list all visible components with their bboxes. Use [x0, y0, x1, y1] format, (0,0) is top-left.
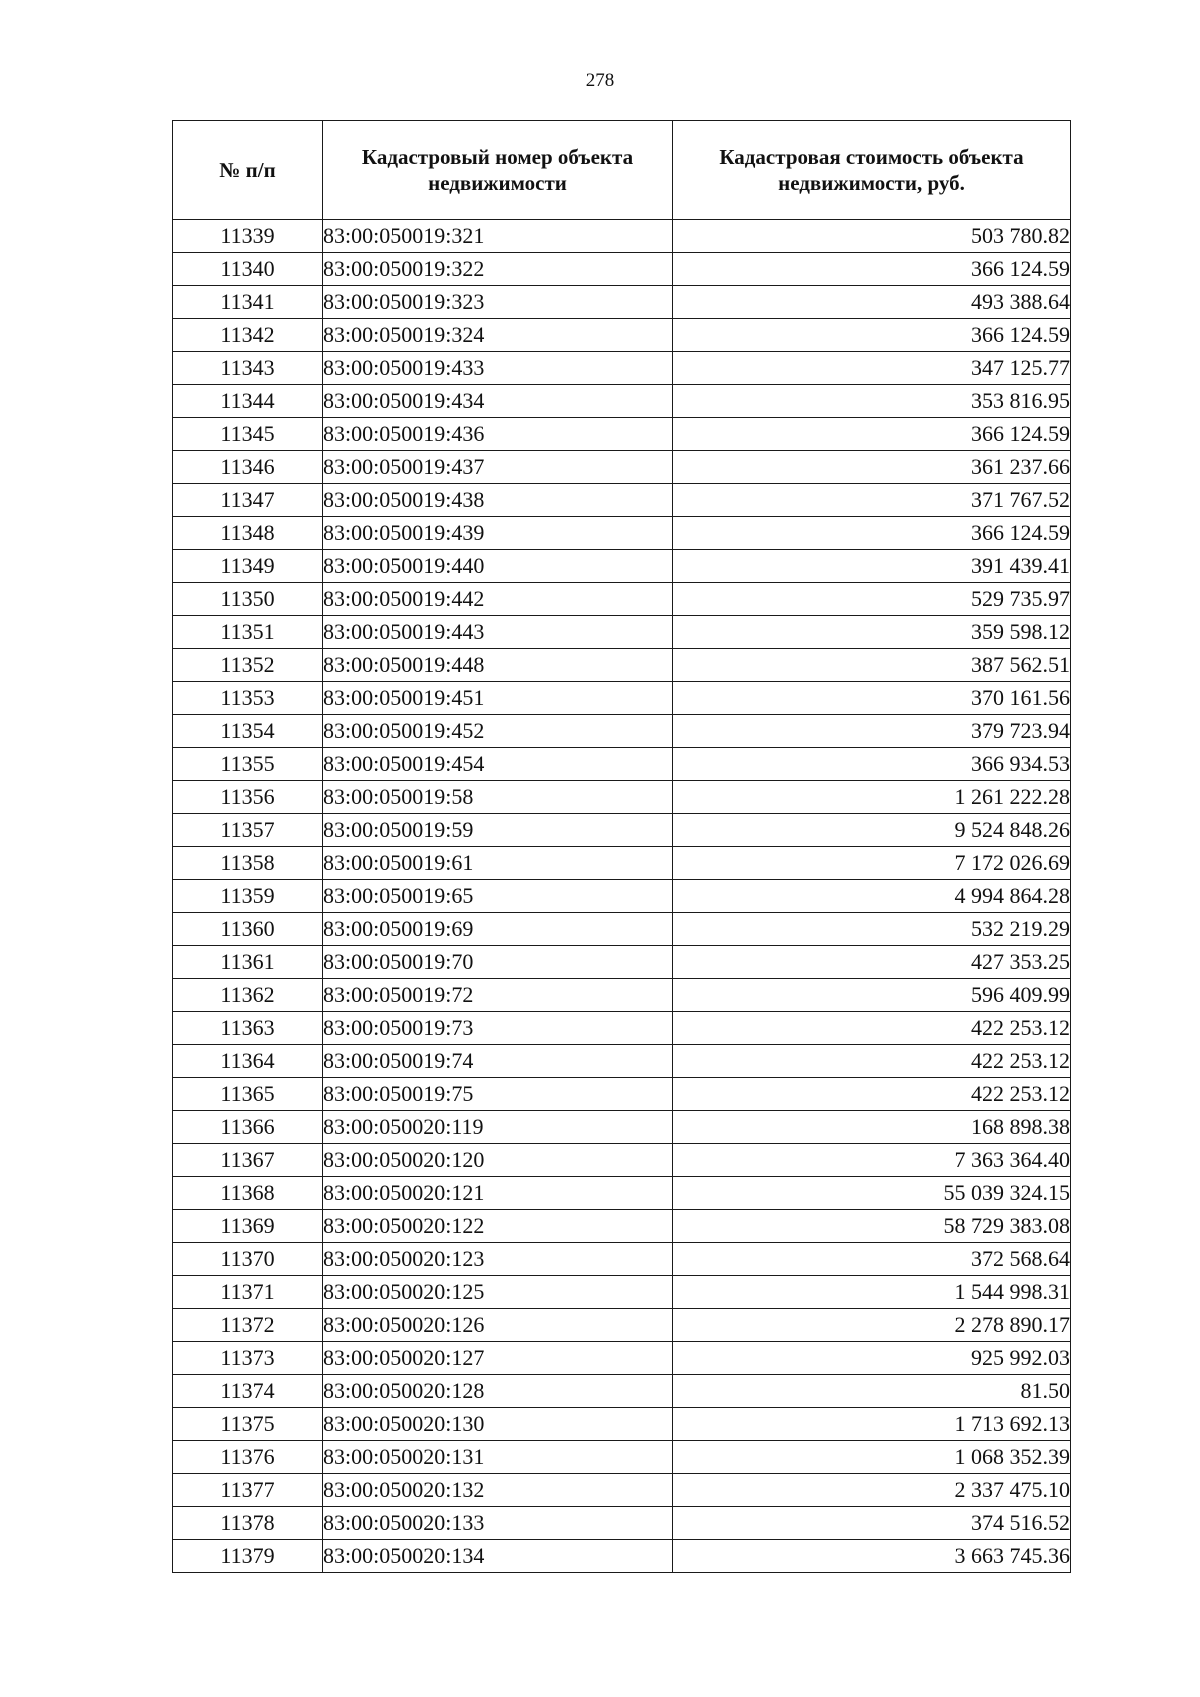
- cadastral-value-cell: 370 161.56: [673, 682, 1071, 715]
- cadastral-number-cell: 83:00:050019:58: [323, 781, 673, 814]
- table-row: [173, 1111, 1071, 1144]
- row-number-cell: 11344: [173, 385, 323, 418]
- table-row: [173, 1309, 1071, 1342]
- cadastral-number-cell: 83:00:050019:434: [323, 385, 673, 418]
- row-number-cell: 11369: [173, 1210, 323, 1243]
- row-number-cell: 11356: [173, 781, 323, 814]
- cadastral-value-cell: 366 124.59: [673, 253, 1071, 286]
- header-row-number: № п/п: [173, 121, 323, 220]
- table-row: [173, 616, 1071, 649]
- table-row: [173, 1045, 1071, 1078]
- cadastral-value-cell: 493 388.64: [673, 286, 1071, 319]
- table-row: [173, 880, 1071, 913]
- row-number-cell: 11362: [173, 979, 323, 1012]
- cadastral-value-cell: 3 663 745.36: [673, 1540, 1071, 1573]
- cadastral-number-cell: 83:00:050019:433: [323, 352, 673, 385]
- cadastral-number-cell: 83:00:050020:127: [323, 1342, 673, 1375]
- row-number-cell: 11379: [173, 1540, 323, 1573]
- cadastral-number-cell: 83:00:050019:454: [323, 748, 673, 781]
- table-row: [173, 847, 1071, 880]
- row-number-cell: 11340: [173, 253, 323, 286]
- cadastral-value-cell: 2 278 890.17: [673, 1309, 1071, 1342]
- table-row: [173, 550, 1071, 583]
- header-row: [173, 121, 1071, 220]
- row-number-cell: 11371: [173, 1276, 323, 1309]
- cadastral-value-cell: 374 516.52: [673, 1507, 1071, 1540]
- row-number-cell: 11367: [173, 1144, 323, 1177]
- table-row: [173, 286, 1071, 319]
- row-number-cell: 11373: [173, 1342, 323, 1375]
- row-number-cell: 11358: [173, 847, 323, 880]
- row-number-cell: 11366: [173, 1111, 323, 1144]
- table-row: [173, 682, 1071, 715]
- row-number-cell: 11359: [173, 880, 323, 913]
- cadastral-number-cell: 83:00:050019:443: [323, 616, 673, 649]
- cadastral-value-cell: 925 992.03: [673, 1342, 1071, 1375]
- cadastral-value-cell: 422 253.12: [673, 1078, 1071, 1111]
- row-number-cell: 11345: [173, 418, 323, 451]
- cadastral-number-cell: 83:00:050019:69: [323, 913, 673, 946]
- row-number-cell: 11361: [173, 946, 323, 979]
- row-number-cell: 11365: [173, 1078, 323, 1111]
- cadastral-value-cell: 422 253.12: [673, 1012, 1071, 1045]
- cadastral-value-cell: 379 723.94: [673, 715, 1071, 748]
- row-number-cell: 11350: [173, 583, 323, 616]
- cadastral-number-cell: 83:00:050019:437: [323, 451, 673, 484]
- cadastral-number-cell: 83:00:050020:130: [323, 1408, 673, 1441]
- cadastral-number-cell: 83:00:050019:72: [323, 979, 673, 1012]
- table-row: [173, 748, 1071, 781]
- cadastral-number-cell: 83:00:050020:122: [323, 1210, 673, 1243]
- cadastral-number-cell: 83:00:050019:440: [323, 550, 673, 583]
- table-row: [173, 946, 1071, 979]
- cadastral-value-cell: 371 767.52: [673, 484, 1071, 517]
- cadastral-number-cell: 83:00:050019:438: [323, 484, 673, 517]
- table-row: [173, 1375, 1071, 1408]
- cadastral-value-cell: 366 124.59: [673, 418, 1071, 451]
- cadastral-number-cell: 83:00:050020:121: [323, 1177, 673, 1210]
- row-number-cell: 11341: [173, 286, 323, 319]
- row-number-cell: 11353: [173, 682, 323, 715]
- table-row: [173, 1144, 1071, 1177]
- row-number-cell: 11360: [173, 913, 323, 946]
- cadastral-value-cell: 1 713 692.13: [673, 1408, 1071, 1441]
- table-row: [173, 649, 1071, 682]
- cadastral-value-cell: 1 544 998.31: [673, 1276, 1071, 1309]
- cadastral-value-cell: 2 337 475.10: [673, 1474, 1071, 1507]
- cadastral-value-cell: 503 780.82: [673, 220, 1071, 253]
- table-row: [173, 1408, 1071, 1441]
- row-number-cell: 11349: [173, 550, 323, 583]
- cadastral-value-cell: 529 735.97: [673, 583, 1071, 616]
- table-row: [173, 583, 1071, 616]
- cadastral-number-cell: 83:00:050020:120: [323, 1144, 673, 1177]
- table-row: [173, 913, 1071, 946]
- cadastral-number-cell: 83:00:050019:322: [323, 253, 673, 286]
- table-row: [173, 814, 1071, 847]
- row-number-cell: 11370: [173, 1243, 323, 1276]
- cadastral-value-table: [172, 120, 1071, 1573]
- cadastral-number-cell: 83:00:050019:451: [323, 682, 673, 715]
- cadastral-number-cell: 83:00:050019:439: [323, 517, 673, 550]
- row-number-cell: 11348: [173, 517, 323, 550]
- cadastral-number-cell: 83:00:050019:442: [323, 583, 673, 616]
- table-row: [173, 1210, 1071, 1243]
- row-number-cell: 11351: [173, 616, 323, 649]
- row-number-cell: 11342: [173, 319, 323, 352]
- cadastral-value-cell: 347 125.77: [673, 352, 1071, 385]
- page-number: 278: [585, 70, 615, 91]
- cadastral-number-cell: 83:00:050019:70: [323, 946, 673, 979]
- cadastral-value-cell: 361 237.66: [673, 451, 1071, 484]
- row-number-cell: 11346: [173, 451, 323, 484]
- cadastral-value-cell: 58 729 383.08: [673, 1210, 1071, 1243]
- row-number-cell: 11355: [173, 748, 323, 781]
- table-row: [173, 385, 1071, 418]
- cadastral-value-cell: 372 568.64: [673, 1243, 1071, 1276]
- cadastral-value-cell: 55 039 324.15: [673, 1177, 1071, 1210]
- table-row: [173, 484, 1071, 517]
- cadastral-value-cell: 168 898.38: [673, 1111, 1071, 1144]
- table-row: [173, 1243, 1071, 1276]
- cadastral-number-cell: 83:00:050020:133: [323, 1507, 673, 1540]
- table-row: [173, 1540, 1071, 1573]
- cadastral-value-cell: 366 934.53: [673, 748, 1071, 781]
- cadastral-number-cell: 83:00:050019:73: [323, 1012, 673, 1045]
- row-number-cell: 11357: [173, 814, 323, 847]
- table-row: [173, 781, 1071, 814]
- cadastral-value-cell: 81.50: [673, 1375, 1071, 1408]
- cadastral-value-cell: 7 363 364.40: [673, 1144, 1071, 1177]
- cadastral-value-cell: 387 562.51: [673, 649, 1071, 682]
- table-body: [173, 220, 1071, 1573]
- row-number-cell: 11363: [173, 1012, 323, 1045]
- cadastral-number-cell: 83:00:050020:131: [323, 1441, 673, 1474]
- cadastral-value-cell: 391 439.41: [673, 550, 1071, 583]
- table-row: [173, 319, 1071, 352]
- header-cadastral-value: Кадастровая стоимость объекта недвижимости, руб.: [673, 121, 1071, 220]
- cadastral-value-cell: 427 353.25: [673, 946, 1071, 979]
- cadastral-value-cell: 4 994 864.28: [673, 880, 1071, 913]
- cadastral-number-cell: 83:00:050019:61: [323, 847, 673, 880]
- row-number-cell: 11375: [173, 1408, 323, 1441]
- table-header: [173, 121, 1071, 220]
- cadastral-number-cell: 83:00:050019:321: [323, 220, 673, 253]
- row-number-cell: 11378: [173, 1507, 323, 1540]
- table-row: [173, 418, 1071, 451]
- cadastral-number-cell: 83:00:050019:436: [323, 418, 673, 451]
- table-row: [173, 1177, 1071, 1210]
- row-number-cell: 11368: [173, 1177, 323, 1210]
- row-number-cell: 11343: [173, 352, 323, 385]
- cadastral-number-cell: 83:00:050020:126: [323, 1309, 673, 1342]
- table-row: [173, 1507, 1071, 1540]
- cadastral-number-cell: 83:00:050019:452: [323, 715, 673, 748]
- cadastral-value-cell: 7 172 026.69: [673, 847, 1071, 880]
- cadastral-number-cell: 83:00:050020:125: [323, 1276, 673, 1309]
- cadastral-number-cell: 83:00:050020:119: [323, 1111, 673, 1144]
- header-cadastral-number: Кадастровый номер объекта недвижимости: [323, 121, 673, 220]
- table-row: [173, 352, 1071, 385]
- cadastral-number-cell: 83:00:050020:134: [323, 1540, 673, 1573]
- table-row: [173, 517, 1071, 550]
- row-number-cell: 11354: [173, 715, 323, 748]
- table-row: [173, 1276, 1071, 1309]
- cadastral-number-cell: 83:00:050019:75: [323, 1078, 673, 1111]
- row-number-cell: 11347: [173, 484, 323, 517]
- table-row: [173, 1441, 1071, 1474]
- table-row: [173, 1078, 1071, 1111]
- table-row: [173, 1342, 1071, 1375]
- cadastral-number-cell: 83:00:050020:132: [323, 1474, 673, 1507]
- cadastral-number-cell: 83:00:050019:74: [323, 1045, 673, 1078]
- cadastral-number-cell: 83:00:050019:324: [323, 319, 673, 352]
- row-number-cell: 11339: [173, 220, 323, 253]
- cadastral-value-cell: 596 409.99: [673, 979, 1071, 1012]
- row-number-cell: 11352: [173, 649, 323, 682]
- table-row: [173, 715, 1071, 748]
- cadastral-value-cell: 366 124.59: [673, 319, 1071, 352]
- cadastral-value-cell: 359 598.12: [673, 616, 1071, 649]
- cadastral-number-cell: 83:00:050019:323: [323, 286, 673, 319]
- cadastral-value-cell: 422 253.12: [673, 1045, 1071, 1078]
- cadastral-value-cell: 353 816.95: [673, 385, 1071, 418]
- table-row: [173, 1474, 1071, 1507]
- cadastral-value-cell: 366 124.59: [673, 517, 1071, 550]
- cadastral-number-cell: 83:00:050019:65: [323, 880, 673, 913]
- cadastral-value-cell: 1 261 222.28: [673, 781, 1071, 814]
- cadastral-number-cell: 83:00:050020:128: [323, 1375, 673, 1408]
- table-row: [173, 979, 1071, 1012]
- cadastral-number-cell: 83:00:050019:448: [323, 649, 673, 682]
- row-number-cell: 11364: [173, 1045, 323, 1078]
- row-number-cell: 11372: [173, 1309, 323, 1342]
- cadastral-value-cell: 9 524 848.26: [673, 814, 1071, 847]
- row-number-cell: 11376: [173, 1441, 323, 1474]
- table-row: [173, 253, 1071, 286]
- table-row: [173, 1012, 1071, 1045]
- row-number-cell: 11374: [173, 1375, 323, 1408]
- cadastral-value-cell: 532 219.29: [673, 913, 1071, 946]
- cadastral-number-cell: 83:00:050020:123: [323, 1243, 673, 1276]
- table-row: [173, 220, 1071, 253]
- cadastral-number-cell: 83:00:050019:59: [323, 814, 673, 847]
- cadastral-value-cell: 1 068 352.39: [673, 1441, 1071, 1474]
- table-row: [173, 451, 1071, 484]
- row-number-cell: 11377: [173, 1474, 323, 1507]
